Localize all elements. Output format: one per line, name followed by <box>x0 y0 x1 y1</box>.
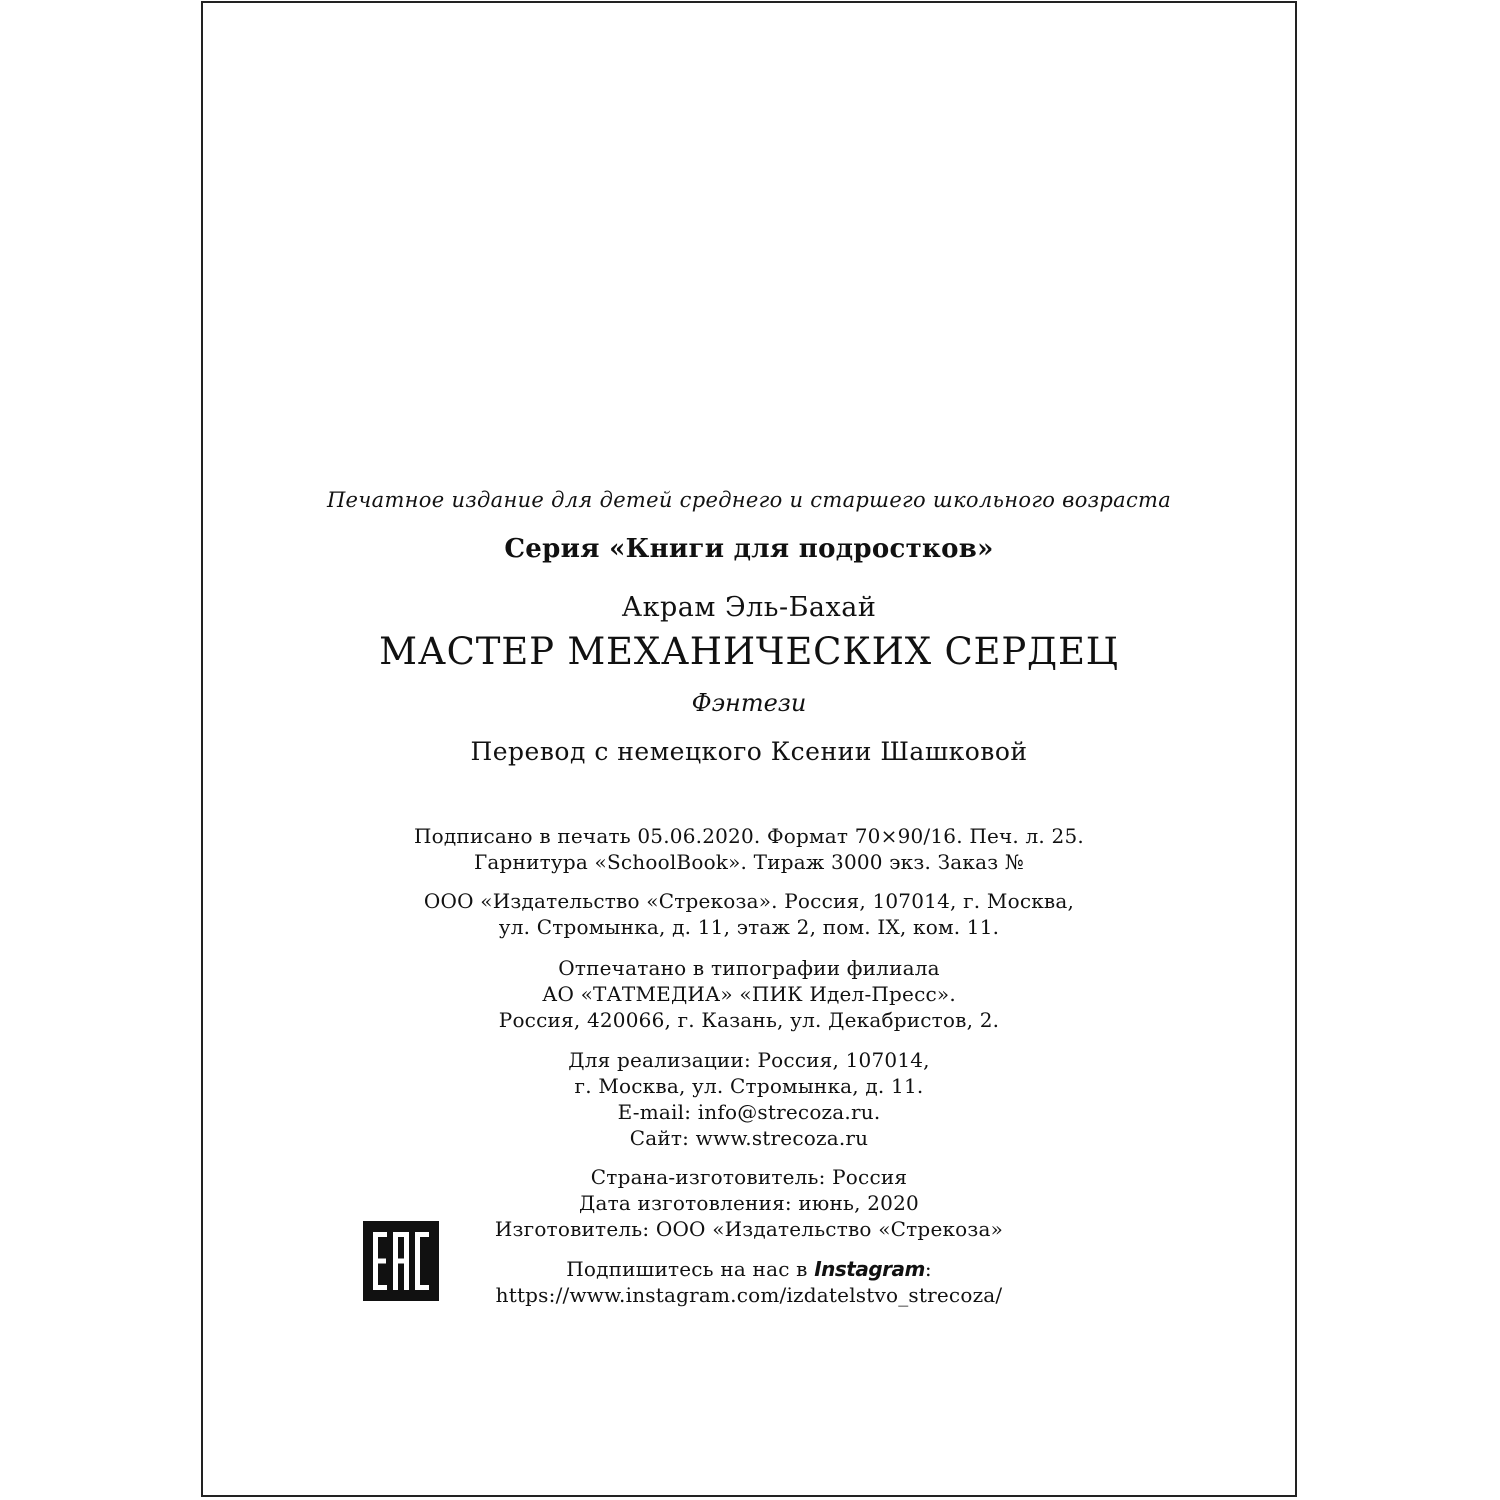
email-line: E-mail: info@strecoza.ru. <box>617 1100 881 1124</box>
printing-house-line: Россия, 420066, г. Казань, ул. Декабристов, 2. <box>498 1008 1000 1032</box>
series-title: Серия «Книги для подростков» <box>504 534 994 564</box>
instagram-brand: Instagram <box>814 1257 925 1281</box>
instagram-url: https://www.instagram.com/izdatelstvo_strecoza/ <box>495 1283 1003 1307</box>
printing-house-line: АО «ТАТМЕДИА» «ПИК Идел-Пресс». <box>542 982 956 1006</box>
manufacturer-line: Дата изготовления: июнь, 2020 <box>579 1191 919 1215</box>
distribution-block <box>203 1047 1295 1151</box>
publisher-address-line: ул. Стромынка, д. 11, этаж 2, пом. IX, ком. 11. <box>498 915 1000 939</box>
author-name: Акрам Эль-Бахай <box>621 592 877 623</box>
printing-house-line: Отпечатано в типографии филиала <box>558 956 940 980</box>
print-info-line: Гарнитура «SchoolBook». Тираж 3000 экз. Заказ № <box>473 850 1025 874</box>
print-info-block <box>203 823 1295 875</box>
publisher-address-line: ООО «Издательство «Стрекоза». Россия, 107014, г. Москва, <box>423 889 1075 913</box>
printing-house-block <box>203 955 1295 1033</box>
translator-credit: Перевод с немецкого Ксении Шашковой <box>470 737 1028 766</box>
book-title: МАСТЕР МЕХАНИЧЕСКИХ СЕРДЕЦ <box>379 630 1119 673</box>
eac-certification-icon <box>363 1221 439 1301</box>
social-prefix: Подпишитесь на нас в <box>566 1257 815 1281</box>
audience-note: Печатное издание для детей среднего и старшего школьного возраста <box>326 488 1172 512</box>
social-suffix: : <box>924 1257 932 1281</box>
website-line: Сайт: www.strecoza.ru <box>629 1126 869 1150</box>
manufacturer-line: Страна-изготовитель: Россия <box>590 1165 908 1189</box>
print-info-line: Подписано в печать 05.06.2020. Формат 70×90/16. Печ. л. 25. <box>414 824 1084 848</box>
distribution-line: г. Москва, ул. Стромынка, д. 11. <box>574 1074 924 1098</box>
manufacturer-line: Изготовитель: ООО «Издательство «Стрекоза» <box>494 1217 1004 1241</box>
genre-label: Фэнтези <box>691 689 807 717</box>
distribution-line: Для реализации: Россия, 107014, <box>568 1048 930 1072</box>
publisher-address-block <box>203 888 1295 940</box>
